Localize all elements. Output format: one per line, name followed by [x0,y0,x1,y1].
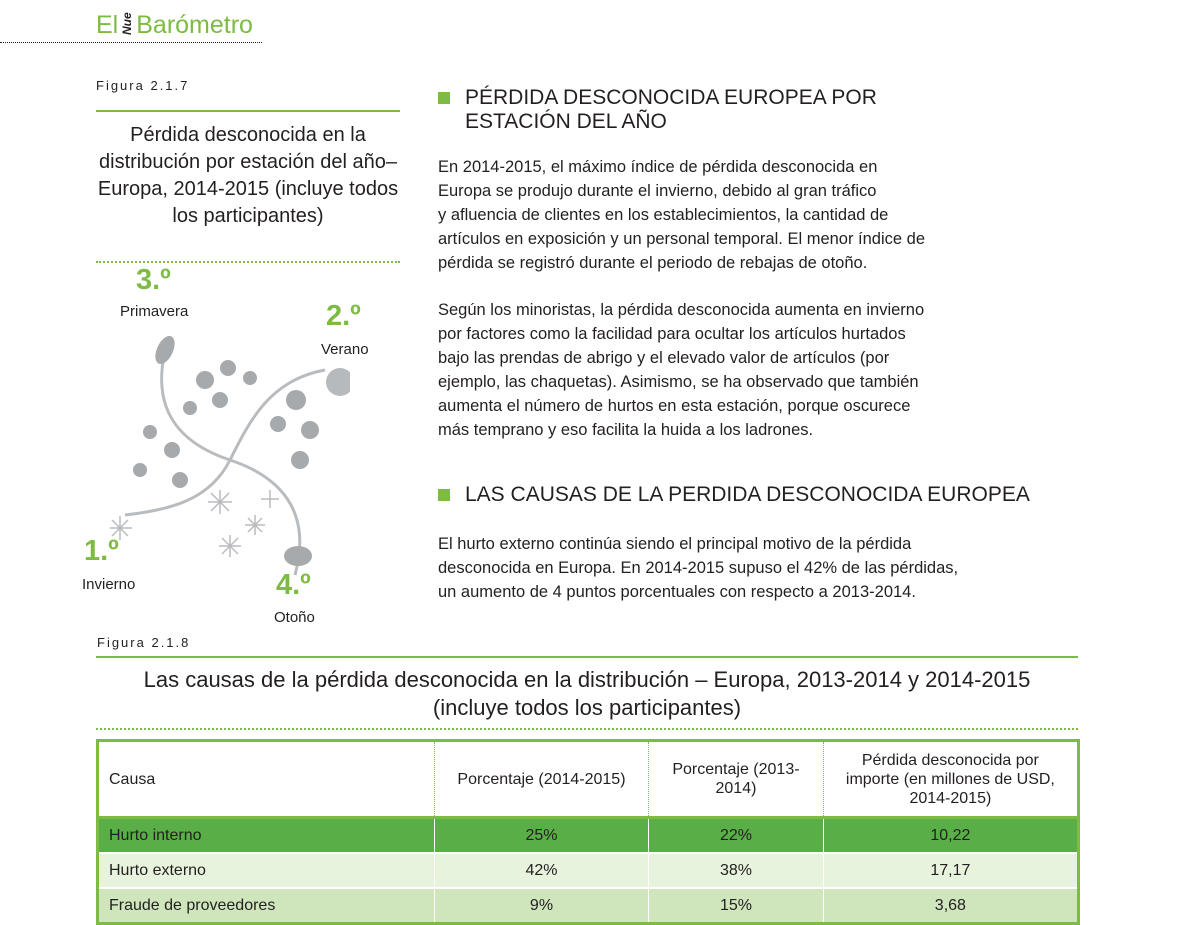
flower-shape [212,392,228,408]
cell-importe: 10,22 [823,818,1078,854]
leaf-shape [133,463,147,477]
season-rank-verano: 2.º [326,300,361,332]
figure2-title-line-1: Las causas de la pérdida desconocida en la distribución – Europa, 2013-2014 y 2014-2015 [143,667,1031,692]
figure2-title-line-2: (incluye todos los participantes) [432,695,742,720]
brand-small: Nue [120,12,135,35]
season-name-otono: Otoño [274,609,315,626]
season-name-invierno: Invierno [82,576,136,593]
cell-p2015: 42% [434,853,648,888]
cell-p2014: 38% [649,853,824,888]
leaf-shape [143,425,157,439]
cell-causa: Hurto externo [98,853,435,888]
cell-p2015: 9% [434,888,648,924]
heading-line-2: ESTACIÓN DEL AÑO [465,110,667,133]
brand-right: Barómetro [136,11,253,39]
leaf-shape [286,390,306,410]
leaf-shape [291,451,309,469]
column-header-porcentaje-2015: Porcentaje (2014-2015) [434,741,648,818]
figure1-label: Figura 2.1.7 [96,78,190,93]
figure1-title: Pérdida desconocida en la distribución por estación del año– Europa, 2014-2015 (incluye todos los participantes) [97,124,399,227]
cell-causa: Fraude de proveedores [98,888,435,924]
causes-table [96,739,1080,925]
leaf-shape [301,421,319,439]
primavera-leaf [151,333,178,367]
brand-logo [96,4,253,40]
heading-bullet-icon [438,489,450,501]
heading-text: LAS CAUSAS DE LA PERDIDA DESCONOCIDA EUROPEA [465,483,1030,506]
brand-left: El [96,11,119,39]
paragraph-estacion-2: Según los minoristas, la pérdida desconocida aumenta en invierno por factores como la facilidad para ocultar los artículos hurtados bajo las prendas de abrigo y el elevado valor de artículos (por ejemplo, las chaquetas). Asimismo, se ha observado que también aumenta el número de hurtos en esta estación, porque oscurece más temprano y eso facilita la huida a los ladrones. [438,301,925,439]
leaf-shape [270,416,286,432]
cell-p2014: 22% [649,818,824,854]
snowflake-shape [219,535,241,557]
flower-shape [220,360,236,376]
flower-shape [196,371,214,389]
seasons-illustration [110,320,350,590]
cell-p2014: 15% [649,888,824,924]
cell-causa: Hurto interno [98,818,435,854]
verano-flower [326,368,350,396]
header-divider [0,42,262,43]
section-heading-causas [438,483,1030,507]
cell-p2015: 25% [434,818,648,854]
figure1-dotted-rule [96,261,400,263]
snowflake-shape [245,515,265,535]
leaf-shape [172,472,188,488]
snowflake-shape [261,490,279,508]
section-heading-estacion [438,86,877,134]
season-name-primavera: Primavera [120,303,189,320]
figure2-title [96,666,1078,722]
season-rank-otono: 4.º [276,569,311,601]
figure1-top-rule [96,110,400,112]
heading-line-1: PÉRDIDA DESCONOCIDA EUROPEA POR [465,86,877,109]
flower-shape [243,371,257,385]
season-rank-primavera: 3.º [136,264,171,296]
column-header-porcentaje-2014: Porcentaje (2013-2014) [649,741,824,818]
cell-importe: 17,17 [823,853,1078,888]
paragraph-estacion-1: En 2014-2015, el máximo índice de pérdida desconocida en Europa se produjo durante el invierno, debido al gran tráfico y afluencia de clientes en los establecimientos, la cantidad de artículos en exposición y un personal temporal. El menor índice de pérdida se registró durante el periodo de rebajas de otoño. [438,158,926,272]
table-row [98,853,1079,888]
column-header-importe: Pérdida desconocida por importe (en millones de USD, 2014-2015) [823,741,1078,818]
otono-leaf [284,546,312,566]
snowflake-shape [208,490,232,514]
paragraph-causas: El hurto externo continúa siendo el principal motivo de la pérdida desconocida en Europa. En 2014-2015 supuso el 42% de las pérdidas, un aumento de 4 puntos porcentuales con respecto a 2013-2014. [438,535,959,601]
figure2-label: Figura 2.1.8 [97,635,191,650]
table-row [98,888,1079,924]
figure2-top-rule [96,656,1078,658]
season-rank-invierno: 1.º [84,535,119,567]
invierno-snowflake [110,516,132,540]
cell-importe: 3,68 [823,888,1078,924]
flower-shape [183,401,197,415]
season-name-verano: Verano [321,341,369,358]
table-row [98,818,1079,854]
heading-bullet-icon [438,92,450,104]
column-header-causa: Causa [98,741,435,818]
table-header-row [98,741,1079,818]
figure2-dotted-rule [96,728,1078,730]
leaf-shape [164,442,180,458]
